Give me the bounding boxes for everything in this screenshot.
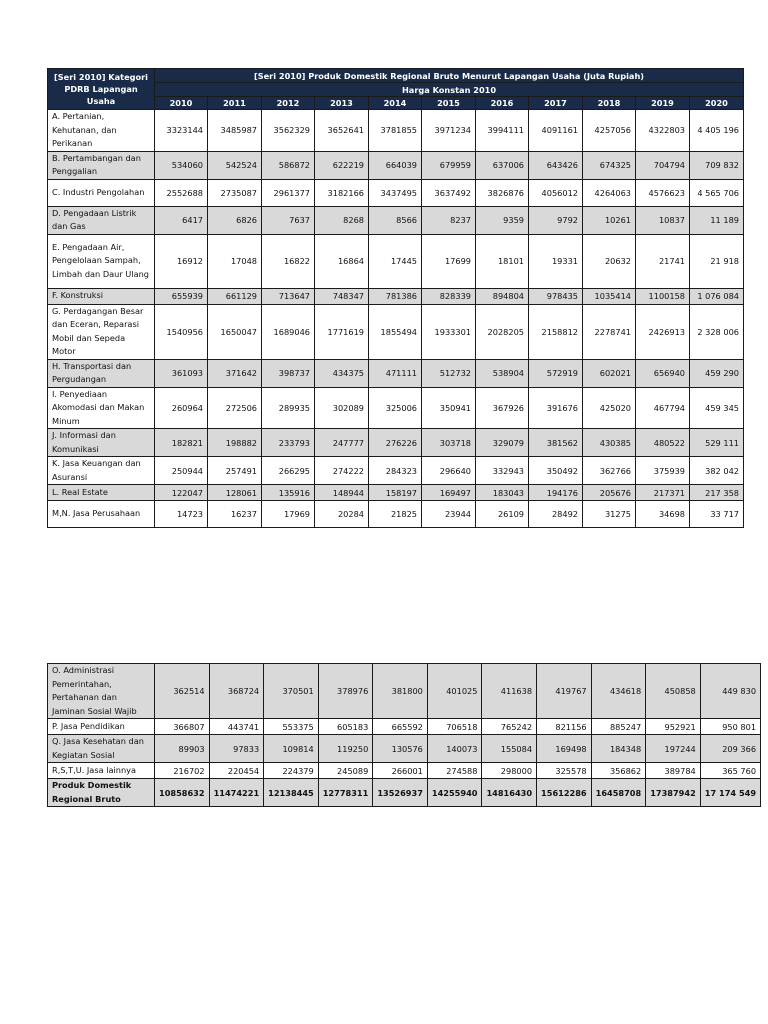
value-cell: 197244 [646,735,701,763]
value-cell: 361093 [155,359,208,387]
value-cell: 332943 [476,457,529,485]
value-cell: 2961377 [262,179,315,206]
value-cell: 21825 [369,501,422,528]
value-cell: 449 830 [700,664,760,719]
year-header: 2010 [155,97,208,110]
value-cell: 1 076 084 [690,288,744,304]
value-cell: 10261 [583,206,636,234]
value-cell: 704794 [636,151,690,179]
value-cell: 3323144 [155,110,208,152]
value-cell: 381800 [373,664,428,719]
table-row [48,735,761,763]
value-cell: 2426913 [636,304,690,359]
value-cell: 257491 [208,457,262,485]
value-cell: 366807 [155,719,210,735]
value-cell: 885247 [591,719,646,735]
value-cell: 233793 [262,429,315,457]
value-cell: 382 042 [690,457,744,485]
value-cell: 356862 [591,763,646,779]
value-cell: 553375 [264,719,319,735]
value-cell: 16912 [155,234,208,288]
value-cell: 1933301 [422,304,476,359]
value-cell: 368724 [209,664,264,719]
value-cell: 781386 [369,288,422,304]
category-label: D. Pengadaan Listrik dan Gas [48,206,155,234]
value-cell: 33 717 [690,501,744,528]
value-cell: 1689046 [262,304,315,359]
value-cell: 709 832 [690,151,744,179]
value-cell: 655939 [155,288,208,304]
value-cell: 16237 [208,501,262,528]
category-label: A. Pertanian, Kehutanan, dan Perikanan [48,110,155,152]
value-cell: 128061 [208,485,262,501]
value-cell: 362766 [583,457,636,485]
value-cell: 398737 [262,359,315,387]
value-cell: 17445 [369,234,422,288]
value-cell: 260964 [155,387,208,429]
value-cell: 17 174 549 [700,779,760,807]
value-cell: 371642 [208,359,262,387]
table-row [48,304,744,359]
category-label: R,S,T,U. Jasa lainnya [48,763,155,779]
value-cell: 419767 [537,664,592,719]
value-cell: 18101 [476,234,529,288]
value-cell: 656940 [636,359,690,387]
value-cell: 713647 [262,288,315,304]
value-cell: 8237 [422,206,476,234]
value-cell: 367926 [476,387,529,429]
value-cell: 443741 [209,719,264,735]
value-cell: 26109 [476,501,529,528]
value-cell: 10858632 [155,779,210,807]
value-cell: 1771619 [315,304,369,359]
value-cell: 894804 [476,288,529,304]
value-cell: 15612286 [537,779,592,807]
value-cell: 296640 [422,457,476,485]
value-cell: 4322803 [636,110,690,152]
table-row [48,485,744,501]
value-cell: 4091161 [529,110,583,152]
value-cell: 434375 [315,359,369,387]
value-cell: 169498 [537,735,592,763]
value-cell: 158197 [369,485,422,501]
value-cell: 381562 [529,429,583,457]
table-title: [Seri 2010] Produk Domestik Regional Bruto Menurut Lapangan Usaha (Juta Rupiah) [155,69,744,83]
value-cell: 16458708 [591,779,646,807]
value-cell: 209 366 [700,735,760,763]
category-label: J. Informasi dan Komunikasi [48,429,155,457]
value-cell: 4257056 [583,110,636,152]
value-cell: 220454 [209,763,264,779]
table-row [48,763,761,779]
value-cell: 1100158 [636,288,690,304]
value-cell: 89903 [155,735,210,763]
value-cell: 184348 [591,735,646,763]
year-header: 2020 [690,97,744,110]
value-cell: 182821 [155,429,208,457]
value-cell: 2278741 [583,304,636,359]
value-cell: 950 801 [700,719,760,735]
value-cell: 2158812 [529,304,583,359]
category-label: E. Pengadaan Air, Pengelolaan Sampah, Limbah dan Daur Ulang [48,234,155,288]
value-cell: 303718 [422,429,476,457]
value-cell: 16822 [262,234,315,288]
category-label: Q. Jasa Kesehatan dan Kegiatan Sosial [48,735,155,763]
value-cell: 17048 [208,234,262,288]
value-cell: 434618 [591,664,646,719]
value-cell: 17699 [422,234,476,288]
value-cell: 706518 [427,719,482,735]
value-cell: 20284 [315,501,369,528]
value-cell: 4576623 [636,179,690,206]
table-row [48,206,744,234]
value-cell: 109814 [264,735,319,763]
value-cell: 250944 [155,457,208,485]
value-cell: 389784 [646,763,701,779]
value-cell: 3437495 [369,179,422,206]
category-label: C. Industri Pengolahan [48,179,155,206]
value-cell: 34698 [636,501,690,528]
table-row [48,664,761,719]
value-cell: 217 358 [690,485,744,501]
value-cell: 119250 [318,735,373,763]
value-cell: 302089 [315,387,369,429]
year-header: 2013 [315,97,369,110]
value-cell: 274222 [315,457,369,485]
value-cell: 198882 [208,429,262,457]
value-cell: 17387942 [646,779,701,807]
value-cell: 183043 [476,485,529,501]
value-cell: 28492 [529,501,583,528]
value-cell: 325006 [369,387,422,429]
value-cell: 266295 [262,457,315,485]
table-row [48,288,744,304]
value-cell: 272506 [208,387,262,429]
value-cell: 19331 [529,234,583,288]
table-row [48,719,761,735]
year-header: 2019 [636,97,690,110]
value-cell: 459 290 [690,359,744,387]
value-cell: 362514 [155,664,210,719]
category-label: M,N. Jasa Perusahaan [48,501,155,528]
value-cell: 586872 [262,151,315,179]
table-row [48,110,744,152]
year-header: 2017 [529,97,583,110]
value-cell: 2 328 006 [690,304,744,359]
value-cell: 542524 [208,151,262,179]
value-cell: 140073 [427,735,482,763]
value-cell: 529 111 [690,429,744,457]
value-cell: 205676 [583,485,636,501]
value-cell: 622219 [315,151,369,179]
value-cell: 21 918 [690,234,744,288]
value-cell: 365 760 [700,763,760,779]
table-row [48,179,744,206]
value-cell: 274588 [427,763,482,779]
value-cell: 97833 [209,735,264,763]
value-cell: 572919 [529,359,583,387]
value-cell: 11474221 [209,779,264,807]
value-cell: 643426 [529,151,583,179]
value-cell: 16864 [315,234,369,288]
value-cell: 4 405 196 [690,110,744,152]
table-subtitle: Harga Konstan 2010 [155,83,744,97]
table-row [48,387,744,429]
value-cell: 480522 [636,429,690,457]
value-cell: 14816430 [482,779,537,807]
category-label: Produk Domestik Regional Bruto [48,779,155,807]
table-row [48,151,744,179]
table-row [48,359,744,387]
value-cell: 828339 [422,288,476,304]
value-cell: 534060 [155,151,208,179]
value-cell: 430385 [583,429,636,457]
value-cell: 3637492 [422,179,476,206]
value-cell: 1035414 [583,288,636,304]
value-cell: 148944 [315,485,369,501]
value-cell: 664039 [369,151,422,179]
category-label: I. Penyediaan Akomodasi dan Makan Minum [48,387,155,429]
category-label: L. Real Estate [48,485,155,501]
value-cell: 130576 [373,735,428,763]
table-body-1 [48,110,744,528]
value-cell: 266001 [373,763,428,779]
value-cell: 325578 [537,763,592,779]
value-cell: 512732 [422,359,476,387]
value-cell: 370501 [264,664,319,719]
category-header: [Seri 2010] Kategori PDRB Lapangan Usaha [48,69,155,110]
value-cell: 467794 [636,387,690,429]
value-cell: 31275 [583,501,636,528]
value-cell: 637006 [476,151,529,179]
value-cell: 425020 [583,387,636,429]
value-cell: 2735087 [208,179,262,206]
value-cell: 1540956 [155,304,208,359]
value-cell: 605183 [318,719,373,735]
value-cell: 2552688 [155,179,208,206]
value-cell: 4 565 706 [690,179,744,206]
value-cell: 821156 [537,719,592,735]
value-cell: 375939 [636,457,690,485]
value-cell: 6417 [155,206,208,234]
value-cell: 224379 [264,763,319,779]
value-cell: 3781855 [369,110,422,152]
value-cell: 1650047 [208,304,262,359]
value-cell: 169497 [422,485,476,501]
value-cell: 3182166 [315,179,369,206]
value-cell: 3826876 [476,179,529,206]
table-row [48,501,744,528]
value-cell: 13526937 [373,779,428,807]
value-cell: 3994111 [476,110,529,152]
value-cell: 674325 [583,151,636,179]
category-label: P. Jasa Pendidikan [48,719,155,735]
table-body-2 [48,664,761,807]
year-header: 2014 [369,97,422,110]
value-cell: 20632 [583,234,636,288]
value-cell: 3562329 [262,110,315,152]
value-cell: 284323 [369,457,422,485]
value-cell: 12138445 [264,779,319,807]
table-row [48,457,744,485]
category-label: B. Pertambangan dan Penggalian [48,151,155,179]
value-cell: 665592 [373,719,428,735]
category-label: H. Transportasi dan Pergudangan [48,359,155,387]
value-cell: 23944 [422,501,476,528]
table-row [48,234,744,288]
year-header: 2018 [583,97,636,110]
value-cell: 9359 [476,206,529,234]
value-cell: 11 189 [690,206,744,234]
value-cell: 289935 [262,387,315,429]
value-cell: 978435 [529,288,583,304]
value-cell: 194176 [529,485,583,501]
value-cell: 155084 [482,735,537,763]
value-cell: 952921 [646,719,701,735]
value-cell: 538904 [476,359,529,387]
value-cell: 10837 [636,206,690,234]
value-cell: 122047 [155,485,208,501]
value-cell: 4056012 [529,179,583,206]
table-row [48,429,744,457]
value-cell: 6826 [208,206,262,234]
value-cell: 411638 [482,664,537,719]
value-cell: 14255940 [427,779,482,807]
year-header: 2016 [476,97,529,110]
value-cell: 21741 [636,234,690,288]
value-cell: 350941 [422,387,476,429]
value-cell: 217371 [636,485,690,501]
value-cell: 276226 [369,429,422,457]
value-cell: 350492 [529,457,583,485]
value-cell: 459 345 [690,387,744,429]
table-row [48,779,761,807]
pdrb-table-part-1 [47,68,744,528]
year-header: 2011 [208,97,262,110]
value-cell: 378976 [318,664,373,719]
category-label: G. Perdagangan Besar dan Eceran, Reparasi Mobil dan Sepeda Motor [48,304,155,359]
value-cell: 14723 [155,501,208,528]
value-cell: 450858 [646,664,701,719]
value-cell: 245089 [318,763,373,779]
value-cell: 329079 [476,429,529,457]
value-cell: 3485987 [208,110,262,152]
category-label: O. Administrasi Pemerintahan, Pertahanan dan Jaminan Sosial Wajib [48,664,155,719]
category-label: F. Konstruksi [48,288,155,304]
category-label: K. Jasa Keuangan dan Asuransi [48,457,155,485]
value-cell: 602021 [583,359,636,387]
value-cell: 3971234 [422,110,476,152]
value-cell: 247777 [315,429,369,457]
value-cell: 2028205 [476,304,529,359]
value-cell: 765242 [482,719,537,735]
value-cell: 748347 [315,288,369,304]
value-cell: 1855494 [369,304,422,359]
value-cell: 298000 [482,763,537,779]
value-cell: 471111 [369,359,422,387]
value-cell: 8566 [369,206,422,234]
value-cell: 679959 [422,151,476,179]
value-cell: 9792 [529,206,583,234]
value-cell: 3652641 [315,110,369,152]
value-cell: 401025 [427,664,482,719]
value-cell: 661129 [208,288,262,304]
year-header: 2012 [262,97,315,110]
value-cell: 12778311 [318,779,373,807]
value-cell: 8268 [315,206,369,234]
value-cell: 216702 [155,763,210,779]
year-header: 2015 [422,97,476,110]
pdrb-table-part-2 [47,663,761,807]
value-cell: 17969 [262,501,315,528]
value-cell: 4264063 [583,179,636,206]
value-cell: 7637 [262,206,315,234]
value-cell: 135916 [262,485,315,501]
value-cell: 391676 [529,387,583,429]
